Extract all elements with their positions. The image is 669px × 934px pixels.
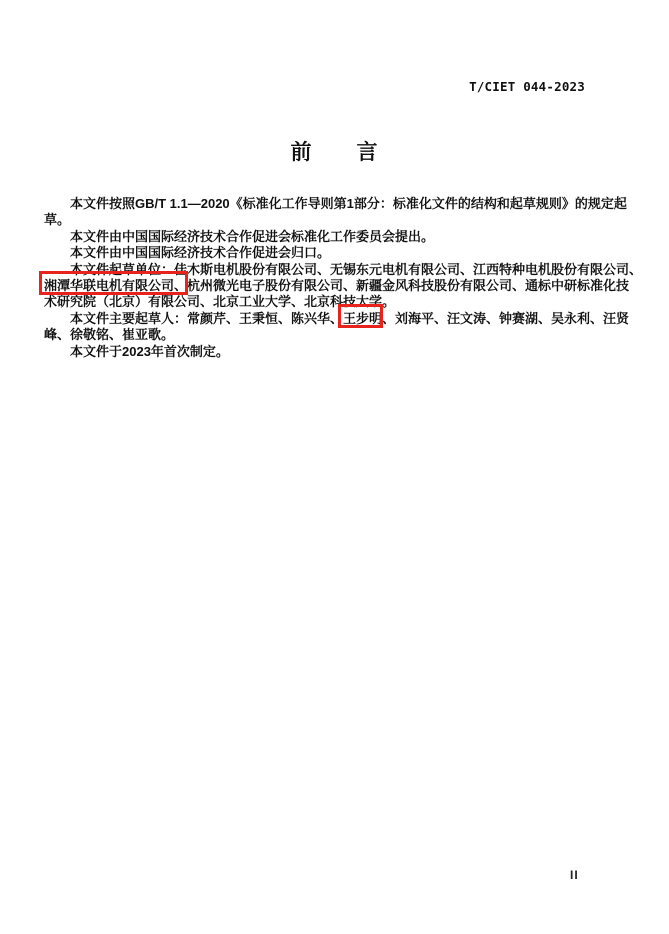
text-segment: 本文件于2023年首次制定。 bbox=[70, 343, 229, 359]
text-segment: 本文件主要起草人：常颜芹、王秉恒、陈兴华、 bbox=[70, 310, 344, 326]
text-line bbox=[44, 344, 632, 360]
text-line bbox=[44, 245, 632, 261]
text-line bbox=[44, 278, 632, 294]
text-line bbox=[44, 294, 632, 310]
text-line bbox=[44, 196, 632, 212]
text-segment: 草。 bbox=[44, 212, 71, 228]
page-title: 前 言 bbox=[290, 141, 379, 164]
page-number: II bbox=[570, 868, 579, 882]
text-segment: 本文件由中国国际经济技术合作促进会标准化工作委员会提出。 bbox=[70, 228, 435, 244]
red-highlight-box: 湘潭华联电机有限公司、 bbox=[44, 278, 188, 294]
text-line bbox=[44, 311, 632, 327]
text-segment: 术研究院（北京）有限公司、北京工业大学、北京科技大学。 bbox=[44, 294, 396, 310]
red-highlight-box: 王步明 bbox=[343, 310, 383, 326]
text-segment: 杭州微光电子股份有限公司、新疆金风科技股份有限公司、通标中研标准化技 bbox=[187, 278, 630, 294]
text-segment: 本文件按照GB/T 1.1—2020《标准化工作导则第1部分：标准化文件的结构和起草规则》的规定起 bbox=[70, 196, 627, 211]
text-line bbox=[44, 327, 632, 343]
text-line bbox=[44, 261, 643, 278]
text-segment: 本文件由中国国际经济技术合作促进会归口。 bbox=[70, 245, 331, 261]
text-segment: 本文件起草单位：佳木斯电机股份有限公司、无锡东元电机有限公司、江西特种电机股份有限公司、 bbox=[70, 261, 643, 277]
text-line bbox=[44, 229, 632, 245]
text-line bbox=[44, 212, 632, 228]
doc-number: T/CIET 044-2023 bbox=[469, 79, 585, 94]
text-segment: 峰、徐敬铭、崔亚歌。 bbox=[44, 327, 175, 343]
text-segment: 、刘海平、汪文涛、钟赛湖、吴永利、汪贤 bbox=[382, 310, 630, 326]
document-body bbox=[44, 196, 643, 360]
